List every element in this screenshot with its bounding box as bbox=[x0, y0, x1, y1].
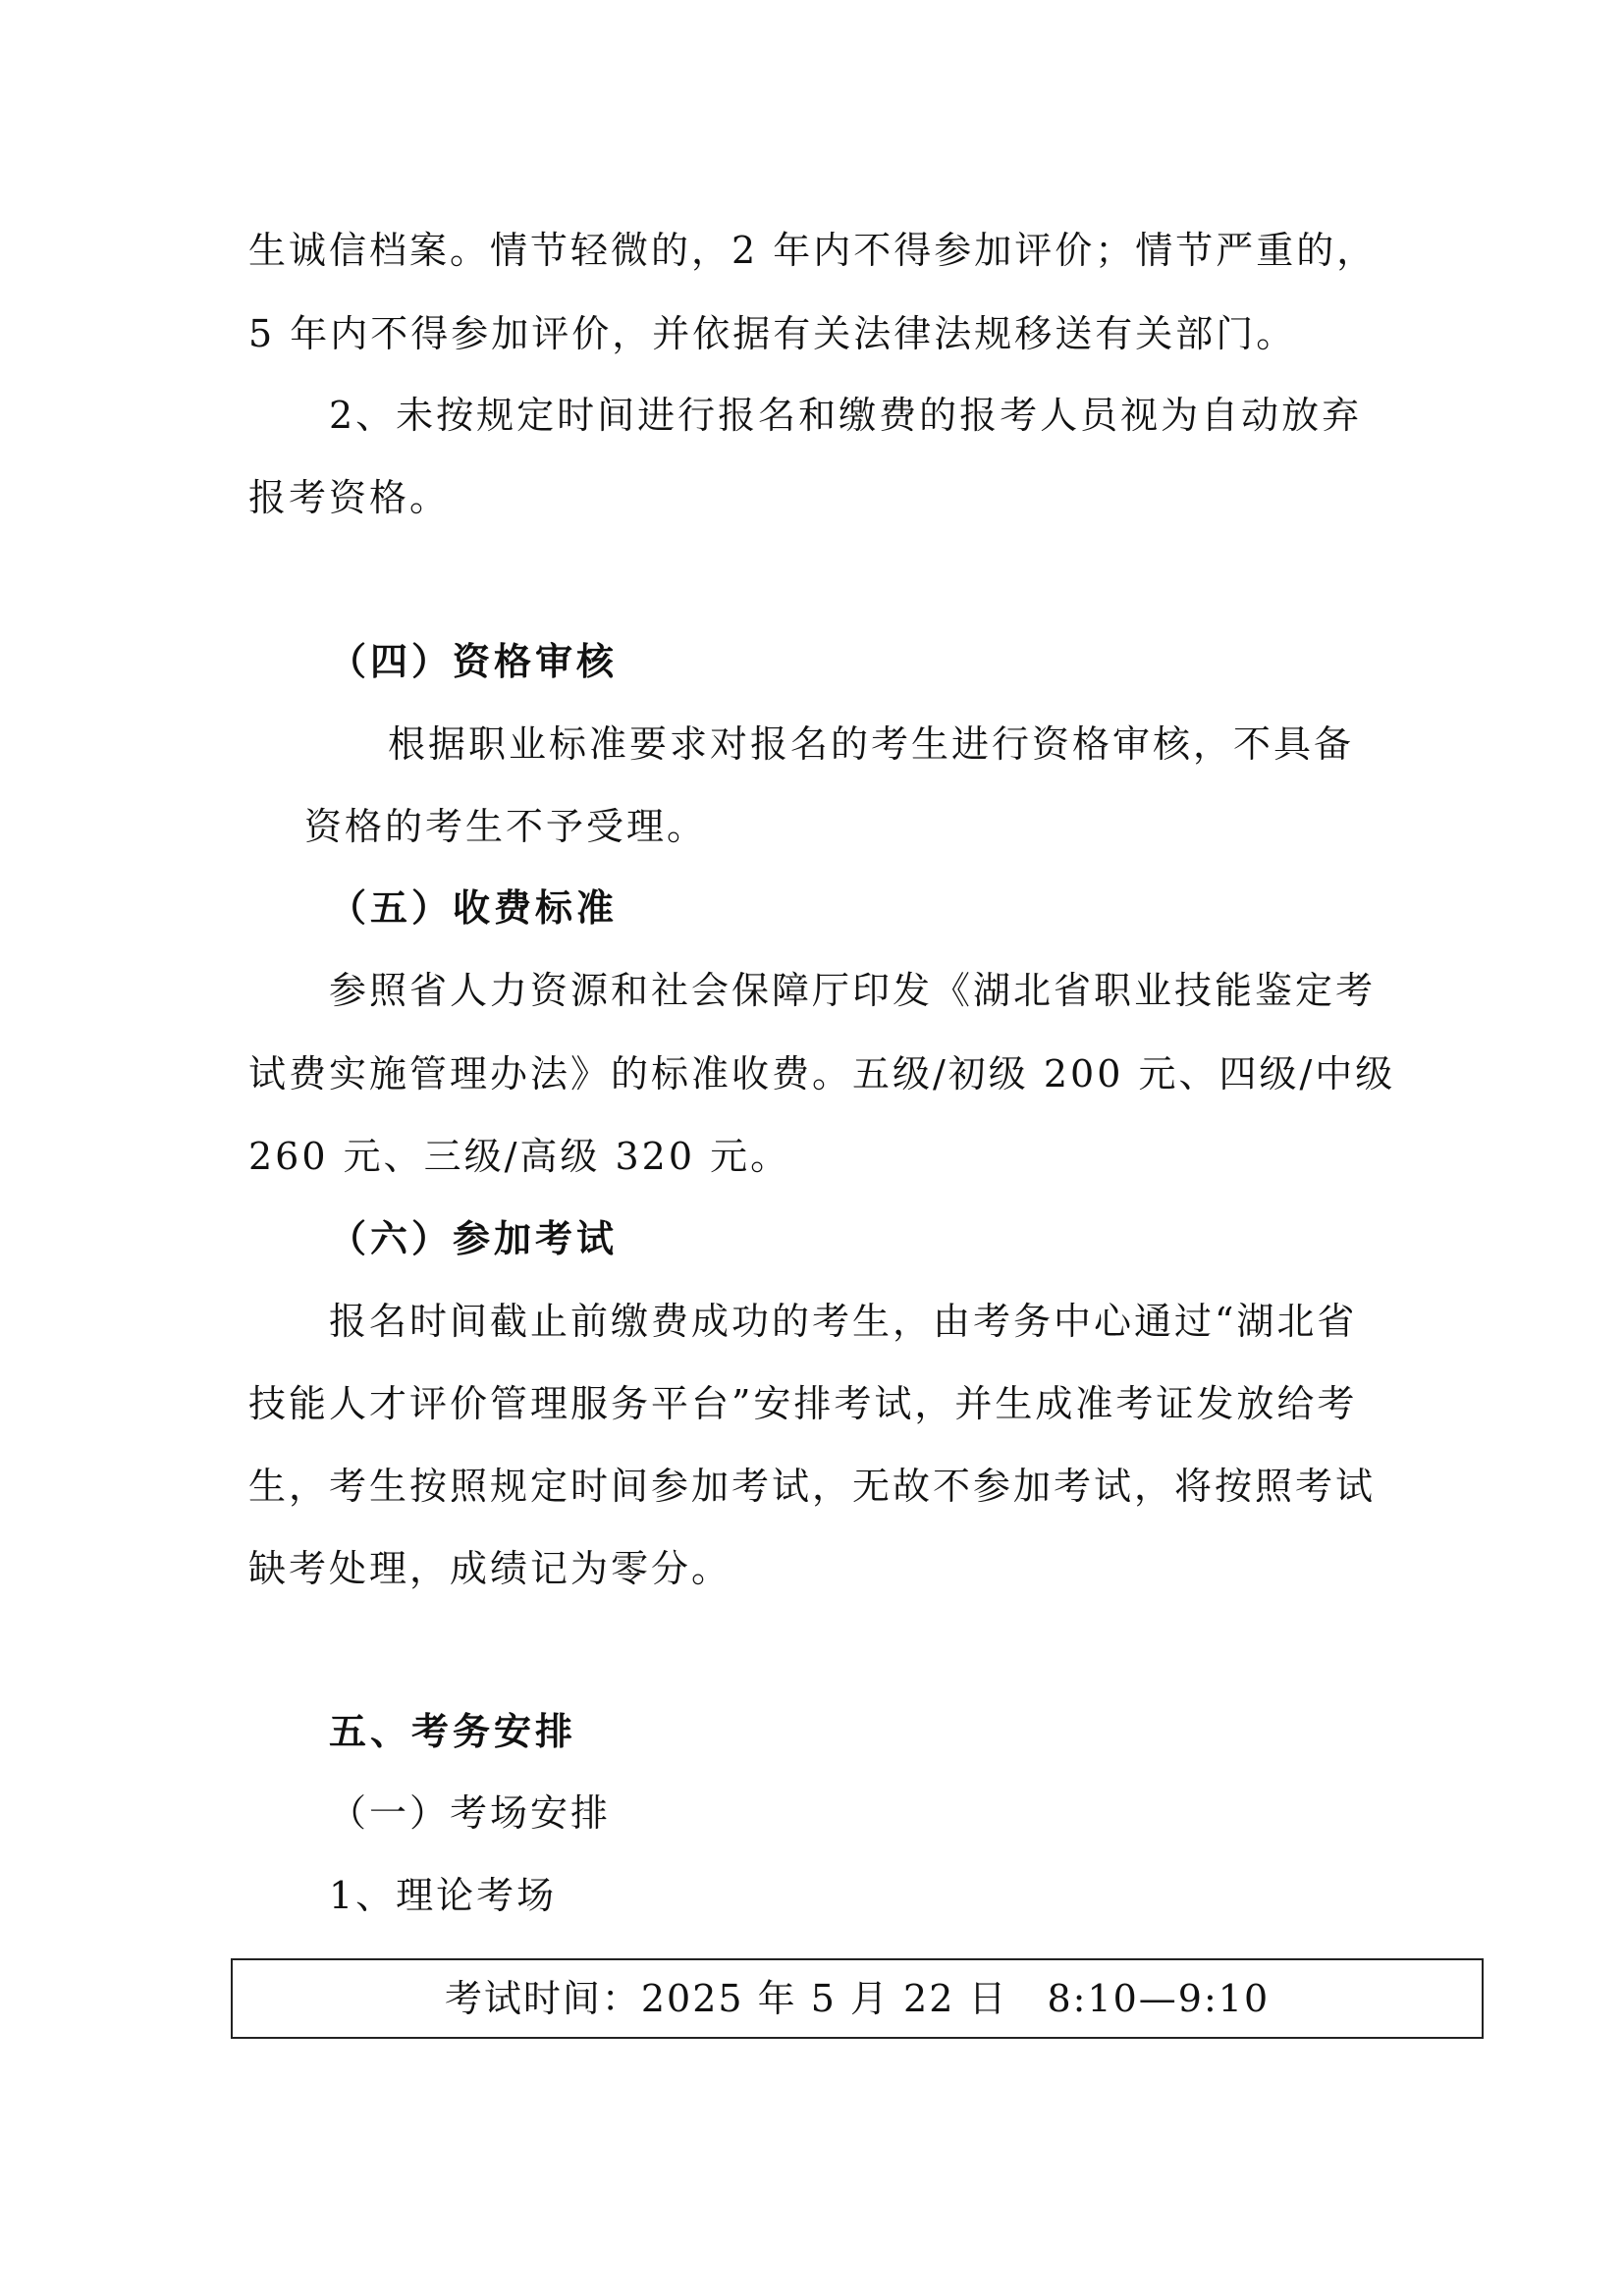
exam-time-text: 考试时间：2025 年 5 月 22 日 8:10—9:10 bbox=[444, 1977, 1271, 2020]
exam-line-1: 报名时间截止前缴费成功的考生，由考务中心通过“湖北省 bbox=[329, 1300, 1358, 1343]
integrity-line-2: 5 年内不得参加评价，并依据有关法律法规移送有关部门。 bbox=[248, 312, 1297, 355]
exam-line-2: 技能人才评价管理服务平台”安排考试，并生成准考证发放给考 bbox=[248, 1382, 1358, 1425]
section-heading-exam-arrangement: 五、考务安排 bbox=[329, 1709, 577, 1753]
section-heading-qualification-review: （四）资格审核 bbox=[329, 639, 619, 683]
subheading-venue-arrangement: （一）考场安排 bbox=[329, 1791, 612, 1835]
exam-line-3: 生，考生按照规定时间参加考试，无故不参加考试，将按照考试 bbox=[248, 1465, 1377, 1508]
exam-line-4: 缺考处理，成绩记为零分。 bbox=[248, 1547, 732, 1590]
integrity-line-1: 生诚信档案。情节轻微的，2 年内不得参加评价；情节严重的， bbox=[248, 229, 1378, 272]
fee-line-3: 260 元、三级/高级 320 元。 bbox=[248, 1135, 791, 1178]
item-2-line-1: 2、未按规定时间进行报名和缴费的报考人员视为自动放弃 bbox=[329, 394, 1363, 437]
review-line-1: 根据职业标准要求对报名的考生进行资格审核，不具备 bbox=[388, 722, 1355, 766]
exam-time-table bbox=[231, 1958, 1484, 2039]
section-heading-fee-standard: （五）收费标准 bbox=[329, 885, 619, 930]
fee-line-2: 试费实施管理办法》的标准收费。五级/初级 200 元、四级/中级 bbox=[248, 1052, 1396, 1095]
section-heading-attend-exam: （六）参加考试 bbox=[329, 1216, 619, 1260]
item-2-line-2: 报考资格。 bbox=[248, 476, 451, 519]
review-line-2: 资格的考生不予受理。 bbox=[304, 805, 708, 848]
subheading-theory-venue: 1、理论考场 bbox=[329, 1874, 558, 1917]
fee-line-1: 参照省人力资源和社会保障厅印发《湖北省职业技能鉴定考 bbox=[329, 969, 1377, 1012]
